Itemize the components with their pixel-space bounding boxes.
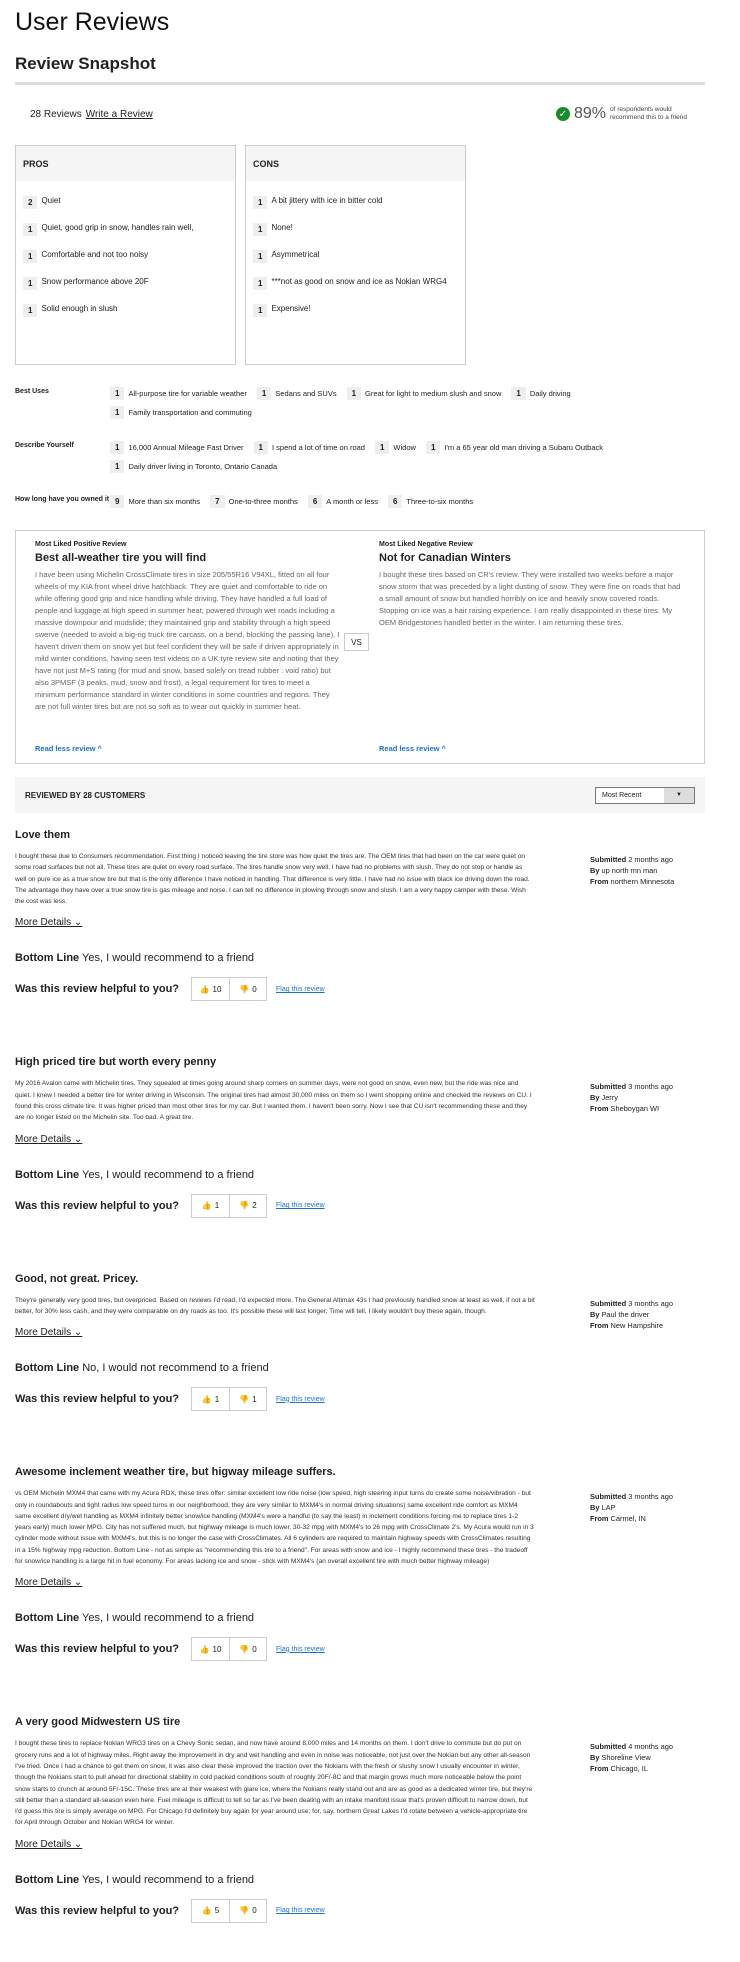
- thumbs-up-icon: 👍: [201, 1394, 212, 1404]
- dropdown-arrow-icon: ▼: [664, 788, 694, 803]
- positive-kicker: Most Liked Positive Review: [35, 541, 127, 548]
- item-text: Widow: [393, 443, 416, 452]
- positive-review: [16, 531, 360, 763]
- negative-title: Not for Canadian Winters: [379, 552, 511, 564]
- cons-item: [253, 223, 458, 250]
- pros-title: PROS: [16, 146, 235, 181]
- count-badge: 6: [388, 495, 402, 508]
- tag: [511, 387, 570, 400]
- tag: [254, 441, 365, 454]
- count-badge: 1: [23, 304, 37, 317]
- more-details-link[interactable]: More Details ⌄: [15, 1133, 83, 1145]
- item-text: Quiet, good grip in snow, handles rain well,: [41, 223, 194, 232]
- review-title: Awesome inclement weather tire, but higway mileage suffers.: [15, 1466, 336, 1479]
- helpful-label: Was this review helpful to you?: [15, 983, 180, 996]
- helpful-yes-button[interactable]: 👍 1: [201, 1201, 220, 1211]
- bottom-line: Bottom Line Yes, I would recommend to a friend: [15, 1873, 255, 1886]
- count-badge: 1: [23, 277, 37, 290]
- review-body: My 2016 Avalon came with Michelin tires. They squealed at times going around sharp corners on summer days, were not good on snow, even new, but the ride was nice and quiet. I knew I needed a better tire for winter driving in Wisconsin. The original tires had almost 30,000 miles on them so I went shopping online and checked the reviews on CU. I found this cross climate tire. It was higher priced than most other tires for my car. But I wanted them. I haven't been sorry. Now I see that CU isn't recommending these and they are no longer listed on the Michelin site. Too bad. A great tire.: [15, 1080, 532, 1122]
- item-text: I spend a lot of time on road: [271, 443, 365, 452]
- count-badge: 6: [308, 495, 322, 508]
- pros-item: [23, 223, 228, 250]
- item-text: Quiet: [41, 196, 61, 205]
- item-text: Sedans and SUVs: [275, 389, 337, 398]
- review-item: [15, 1257, 705, 1451]
- thumbs-up-icon: 👍: [201, 1201, 212, 1211]
- flag-review-link[interactable]: Flag this review: [276, 985, 325, 993]
- tag: [110, 387, 247, 400]
- sort-value: Most Recent: [602, 791, 642, 799]
- item-text: All-purpose tire for variable weather: [128, 389, 247, 398]
- thumbs-down-icon: 👎: [239, 1201, 250, 1211]
- more-details-link[interactable]: More Details ⌄: [15, 1327, 83, 1339]
- cons-item: [253, 250, 458, 277]
- pros-box: [15, 145, 236, 365]
- bottom-line: Bottom Line Yes, I would recommend to a friend: [15, 952, 255, 965]
- cons-title: CONS: [246, 146, 465, 181]
- recommend-stat: [556, 105, 690, 123]
- tag: [110, 495, 200, 508]
- pros-item: [23, 277, 228, 304]
- count-badge: 1: [254, 441, 268, 454]
- item-text: Family transportation and commuting: [128, 408, 252, 417]
- more-details-link[interactable]: More Details ⌄: [15, 1838, 83, 1850]
- item-text: A month or less: [326, 497, 378, 506]
- pros-item: [23, 304, 228, 331]
- review-body: vs OEM Michelin MXM4 that came with my Acura RDX, these tires offer: similar excellent low ride noise (low speed, high steering input turns do create some noise/vibration - but only in roundabouts and tight radius low speed turns in our neighborhood, they are very similar to MXM4's in normal driving situations) same excellent ride comfort as MXM4 same excellent dry/wet handling as MXM4 infinitely better snow/ice handling (MXM4's were a handful (to say the least) in inclement conditions forcing me to replace tires 1-2 years early) much lower MPG. City has not suffered much, but highway mileage is much lower. 30-32 mpg with MXM4's to 26 mpg with CrossClimate 2's. My Acura would run in 3 cylinder mode without issue with MXM4's, but this is no longer the case with CrossClimates. All 6 cylinders are required to maintain highway speeds with CrossClimates resulting in a 15% highway mpg reduction. Bottom Line - not as simple as "recommending this tire to a friend". For areas with snow and ice - I highly recommend these tires - the tradeoff for snow/ice handling is a large hit in fuel economy. For areas lacking ice and snow - stick with MXM4's (an overall excellent tire with much better highway mileage): [15, 1490, 534, 1566]
- count-badge: 1: [253, 250, 267, 263]
- positive-body: I have been using Michelin CrossClimate tires in size 205/55R16 V94XL, fitted on all four wheels of my KIA front wheel drive hatchback. They are quiet and comfortable to ride on while offering good grip and nice handling while driving. They have handled a full load of people and luggage at high speed in summer heat; powered through wet roads including a massive downpour and mudslide; they maintained grip and stability through a high speed swerve (needed to avoid a big-rig truck tire carcass, on a bend, blocking the passing lane). I haven't driven them on snow yet but feel confident they will be safe if driven appropriately in mild winter conditions, having seen test videos on a UK tyre review site and noting that they have not just M+S rating (for mud and snow, based solely on tread rubber : void ratio) but also 3PMSF (3 peaks, mud, snow and frost), a legal requirement for tires to meet a minimum performance standard in winter conditions in some countries and regions. They are not full winter tires but are not so soft as to wear out quickly in summer heat.: [35, 570, 340, 711]
- tag-group-label: Describe Yourself: [15, 442, 74, 449]
- count-badge: 1: [110, 441, 124, 454]
- negative-kicker: Most Liked Negative Review: [379, 541, 473, 548]
- flag-review-link[interactable]: Flag this review: [276, 1645, 325, 1653]
- tag: [426, 441, 603, 454]
- flag-review-link[interactable]: Flag this review: [276, 1202, 325, 1210]
- item-text: ***not as good on snow and ice as Nokian WRG4: [271, 277, 447, 286]
- count-badge: 1: [375, 441, 389, 454]
- review-item: [15, 1040, 705, 1256]
- review-meta: Submitted 3 months ago By Jerry From Sheboygan WI: [590, 1082, 673, 1114]
- helpful-yes-button[interactable]: 👍 10: [199, 1644, 222, 1654]
- write-review-link[interactable]: Write a Review: [85, 108, 153, 120]
- helpful-label: Was this review helpful to you?: [15, 1199, 180, 1212]
- helpful-yes-button[interactable]: 👍 1: [201, 1394, 220, 1404]
- item-text: Solid enough in slush: [41, 304, 118, 313]
- item-text: One-to-three months: [228, 497, 298, 506]
- item-text: Expensive!: [271, 304, 311, 313]
- more-details-link[interactable]: More Details ⌄: [15, 917, 83, 929]
- count-badge: 1: [257, 387, 271, 400]
- review-count: 28 Reviews: [30, 108, 82, 120]
- count-badge: 1: [426, 441, 440, 454]
- helpful-yes-button[interactable]: 👍 5: [201, 1906, 220, 1916]
- tag-group: [15, 387, 703, 419]
- count-badge: 1: [110, 460, 124, 473]
- tag: [308, 495, 378, 508]
- count-badge: 1: [511, 387, 525, 400]
- helpful-label: Was this review helpful to you?: [15, 1643, 180, 1656]
- review-item: [15, 1450, 705, 1700]
- tag: [210, 495, 298, 508]
- thumbs-down-icon: 👎: [239, 1644, 250, 1654]
- tag-group-label: Best Uses: [15, 388, 49, 395]
- reviews-heading: REVIEWED BY 28 CUSTOMERS: [25, 790, 146, 800]
- helpful-label: Was this review helpful to you?: [15, 1393, 180, 1406]
- bottom-line: Bottom Line No, I would not recommend to a friend: [15, 1362, 269, 1375]
- item-text: Daily driver living in Toronto, Ontario Canada: [128, 462, 278, 471]
- item-text: More than six months: [128, 497, 201, 506]
- thumbs-down-icon: 👎: [239, 984, 250, 994]
- item-text: Asymmetrical: [271, 250, 320, 259]
- thumbs-down-icon: 👎: [239, 1394, 250, 1404]
- count-badge: 1: [253, 223, 267, 236]
- thumbs-up-icon: 👍: [199, 984, 210, 994]
- cons-item: [253, 196, 458, 223]
- reviews-toolbar: [15, 777, 705, 813]
- tag: [347, 387, 502, 400]
- tag: [375, 441, 416, 454]
- review-meta: Submitted 2 months ago By up north mn man From northern Minnesota: [590, 855, 675, 886]
- pros-item: [23, 196, 228, 223]
- review-meta: Submitted 3 months ago By Paul the driver From New Hampshire: [590, 1298, 673, 1330]
- count-badge: 9: [110, 495, 124, 508]
- thumbs-down-icon: 👎: [239, 1906, 250, 1916]
- item-text: Great for light to medium slush and snow: [365, 389, 502, 398]
- read-less-link[interactable]: Read less review ^: [35, 744, 102, 753]
- helpful-no-button[interactable]: 👎 1: [229, 1388, 266, 1410]
- tag: [110, 406, 252, 419]
- flag-review-link[interactable]: Flag this review: [276, 1395, 325, 1403]
- review-item: [15, 1700, 705, 1961]
- helpful-no-button[interactable]: 👎 2: [229, 1195, 266, 1217]
- negative-body: I bought these tires based on CR's review. They were installed two weeks before a major snow storm that was preceded by a light dusting of snow. They were fine on roads that had a small amount of snow but handled horribly on ice and heavily snow covered roads. Stopping on ice was a hair raising experience. I am really disappointed in these tires. My OEM Bridgestones handled better in the winter. I am returning these tires.: [379, 570, 681, 627]
- review-item: [15, 813, 705, 1040]
- item-text: Three-to-six months: [406, 497, 474, 506]
- read-less-link[interactable]: Read less review ^: [379, 744, 446, 753]
- thumbs-up-icon: 👍: [201, 1906, 212, 1916]
- helpful-yes-button[interactable]: 👍 10: [199, 984, 222, 994]
- count-badge: 1: [253, 196, 267, 209]
- item-text: Daily driving: [529, 389, 571, 398]
- helpful-no-button[interactable]: 👎 0: [229, 1900, 266, 1922]
- helpful-no-button[interactable]: 👎 0: [229, 1638, 266, 1660]
- cons-item: [253, 304, 458, 331]
- review-meta: Submitted 3 months ago By LAP From Carmel, IN: [590, 1492, 673, 1524]
- review-body: I bought these due to Consumers recommendation. First thing I noticed leaving the tire store was how quiet the tires are. The OEM tires that had been on the car were quiet on some road surfaces but not all. These tires are quiet on every road surface. The tires handle snow very well. I have had no problems with slush. They do not stop or handle as well on pure ice as a true snow tire but that is the only difference I have noticed in handling. That difference is very little. I have had no issue with black ice driving down the road. The advantage they have over a true snow tire is gas mileage and noise. I can tell no difference in plowing through snow and slush. I am a very happy camper with these. Wish the cost was less.: [15, 853, 530, 906]
- recommend-percent: 89%: [573, 105, 606, 122]
- tag: [110, 460, 277, 473]
- item-text: None!: [271, 223, 293, 232]
- count-badge: 1: [347, 387, 361, 400]
- thumbs-up-icon: 👍: [199, 1644, 210, 1654]
- review-body: They're generally very good tires, but overpriced. Based on reviews I'd read, I'd expected more. The General Altimax 43s I had previously handled snow at least as well, if not a bit better, for 30% less cash, and they were comparable on dry roads as too. It's possible these will last longer. Time will tell. I likely wouldn't buy these again, though.: [15, 1296, 535, 1315]
- item-text: 16,000 Annual Mileage Fast Driver: [128, 443, 244, 452]
- tag-group-label: How long have you owned it: [15, 496, 110, 503]
- count-badge: 1: [23, 223, 37, 236]
- most-liked-reviews: [15, 530, 705, 764]
- review-summary: [15, 85, 705, 143]
- tag: [257, 387, 337, 400]
- bottom-line: Bottom Line Yes, I would recommend to a friend: [15, 1612, 255, 1625]
- page-title: User Reviews: [15, 8, 170, 36]
- cons-box: [245, 145, 466, 365]
- cons-item: [253, 277, 458, 304]
- count-badge: 1: [23, 250, 37, 263]
- count-badge: 7: [210, 495, 224, 508]
- positive-title: Best all-weather tire you will find: [35, 552, 207, 564]
- review-title: High priced tire but worth every penny: [15, 1056, 217, 1069]
- tag: [110, 441, 244, 454]
- snapshot-title: Review Snapshot: [15, 54, 156, 73]
- tag-group: [15, 495, 703, 508]
- recommend-text: of respondents would recommend this to a friend: [610, 106, 687, 121]
- vs-badge: VS: [344, 633, 369, 651]
- review-title: Good, not great. Pricey.: [15, 1272, 139, 1285]
- helpful-no-button[interactable]: 👎 0: [229, 978, 266, 1000]
- count-badge: 1: [110, 406, 124, 419]
- more-details-link[interactable]: More Details ⌄: [15, 1577, 83, 1589]
- item-text: Comfortable and not too noisy: [41, 250, 149, 259]
- check-icon: ✓: [556, 107, 570, 121]
- tag: [388, 495, 473, 508]
- item-text: A bit jittery with ice in bitter cold: [271, 196, 383, 205]
- item-text: I'm a 65 year old man driving a Subaru Outback: [444, 443, 603, 452]
- sort-select[interactable]: [595, 787, 695, 804]
- tag-group: [15, 441, 703, 473]
- item-text: Snow performance above 20F: [41, 277, 149, 286]
- helpful-label: Was this review helpful to you?: [15, 1904, 180, 1917]
- review-meta: Submitted 4 months ago By Shoreline View From Chicago, IL: [590, 1742, 673, 1774]
- review-title: Love them: [15, 829, 71, 841]
- review-body: I bought these tires to replace Nokian WRG3 tires on a Chevy Sonic sedan, and now have around 8,000 miles and 14 months on them. I don't drive to commute but do put on grocery runs and a lot of highway miles. Right away the improvement in dry and wet handling and even in noise was noticeable, not just over the Nokian but any other all-season I've tried. Once I had a chance to get them on snow, it was also clear these improved the traction over the Nokians with the fresh or slushy snow I usually encounter in winter, though the Nokians start to pull ahead for directional stability in cold packed conditions south of roughly 20F/-8C and that margin grows much more noticeable below the point snow starts to crunch at around 5F/-15C. These tires are at their weakest with glare ice, where the Nokians really stand out and are as good as a dedicated winter tire, but they're still better than a standard all-season even here. Fuel mileage is difficult to tell so far as I've been dealing with an intake manifold issue that's proven difficult to narrow down, but I'd guess this tire is simply average on MPG. For Chicago I'd definitely buy again for year around use; for, say, northern Great Lakes I'd rotate between a vehicle-appropriate tire for April through October and Nokian WRG4 for winter.: [15, 1740, 533, 1827]
- flag-review-link[interactable]: Flag this review: [276, 1907, 325, 1915]
- negative-review: [360, 531, 704, 763]
- count-badge: 1: [110, 387, 124, 400]
- count-badge: 1: [253, 277, 267, 290]
- bottom-line: Bottom Line Yes, I would recommend to a friend: [15, 1168, 255, 1181]
- count-badge: 2: [23, 196, 37, 209]
- review-title: A very good Midwestern US tire: [15, 1716, 181, 1729]
- count-badge: 1: [253, 304, 267, 317]
- pros-item: [23, 250, 228, 277]
